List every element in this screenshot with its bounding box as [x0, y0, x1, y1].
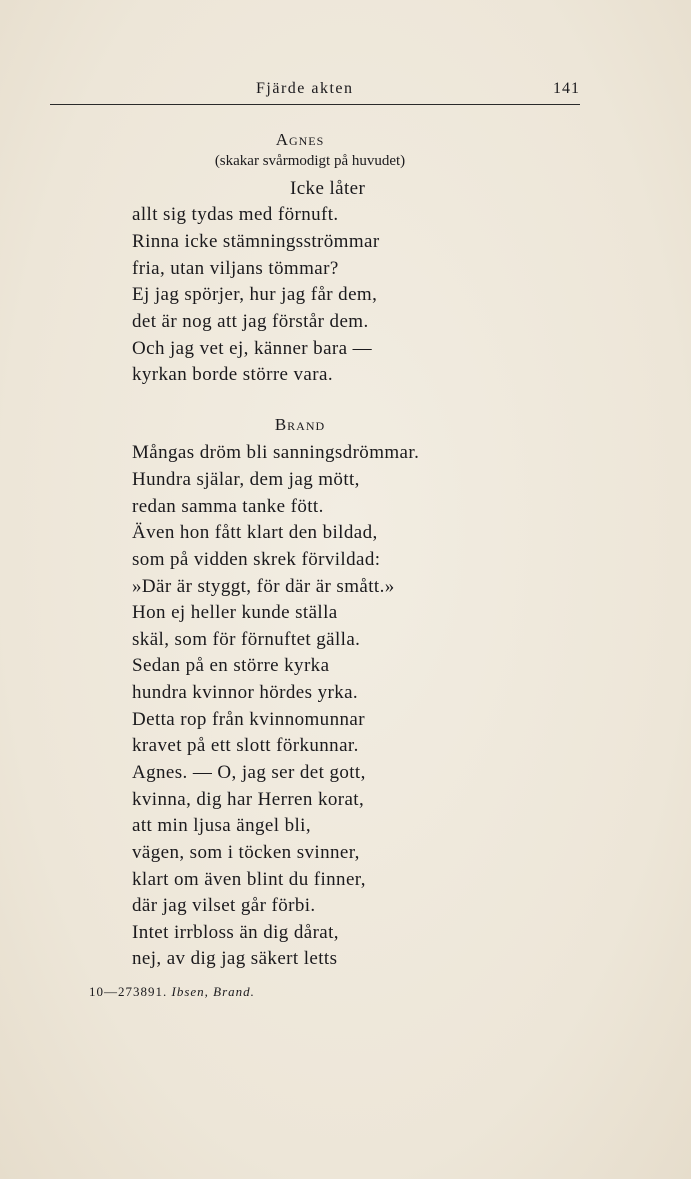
verse-line: klart om även blint du finner, — [132, 869, 366, 890]
verse-line: som på vidden skrek förvildad: — [132, 549, 381, 570]
running-head-title: Fjärde akten — [256, 80, 354, 97]
verse-line: Även hon fått klart den bildad, — [132, 522, 378, 543]
verse-line: hundra kvinnor hördes yrka. — [132, 682, 359, 703]
verse-line: Ej jag spörjer, hur jag får dem, — [132, 284, 378, 305]
verse-line: att min ljusa ängel bli, — [132, 815, 311, 836]
verse-line: Och jag vet ej, känner bara — — [132, 338, 373, 359]
verse-line: Agnes. — O, jag ser det gott, — [132, 762, 366, 783]
printer-signature — [89, 984, 255, 1000]
page-number: 141 — [553, 80, 580, 97]
stage-direction: (skakar svårmodigt på huvudet) — [214, 153, 406, 169]
signature-mark: 10—273891. — [89, 984, 168, 999]
signature-work: Brand. — [213, 984, 255, 999]
verse-line: nej, av dig jag säkert letts — [132, 948, 338, 969]
verse-line: vägen, som i töcken svinner, — [132, 842, 360, 863]
speaker-name: Brand — [274, 415, 326, 434]
verse-line: där jag vilset går förbi. — [132, 895, 316, 916]
verse-line: det är nog att jag förstår dem. — [132, 311, 369, 332]
verse-line: Hundra själar, dem jag mött, — [132, 469, 360, 490]
verse-line: redan samma tanke fött. — [132, 496, 324, 517]
verse-line: Icke låter — [290, 178, 366, 199]
verse-line: Detta rop från kvinnomunnar — [132, 709, 365, 730]
verse-line: Mångas dröm bli sanningsdrömmar. — [132, 442, 420, 463]
verse-line: kvinna, dig har Herren korat, — [132, 789, 365, 810]
verse-line: Rinna icke stämningsströmmar — [132, 231, 380, 252]
speaker-name: Agnes — [275, 130, 325, 149]
verse-line: Sedan på en större kyrka — [132, 655, 330, 676]
verse-line: allt sig tydas med förnuft. — [132, 204, 339, 225]
verse-line: fria, utan viljans tömmar? — [132, 258, 339, 279]
verse-line: skäl, som för förnuftet gälla. — [132, 629, 361, 650]
running-head — [50, 76, 580, 105]
verse-line: Hon ej heller kunde ställa — [132, 602, 338, 623]
verse-line: »Där är styggt, för där är smått.» — [132, 576, 395, 597]
verse-line: kyrkan borde större vara. — [132, 364, 333, 385]
signature-author: Ibsen, — [171, 984, 209, 999]
verse-line: Intet irrbloss än dig dårat, — [132, 922, 339, 943]
verse-line: kravet på ett slott förkunnar. — [132, 735, 359, 756]
